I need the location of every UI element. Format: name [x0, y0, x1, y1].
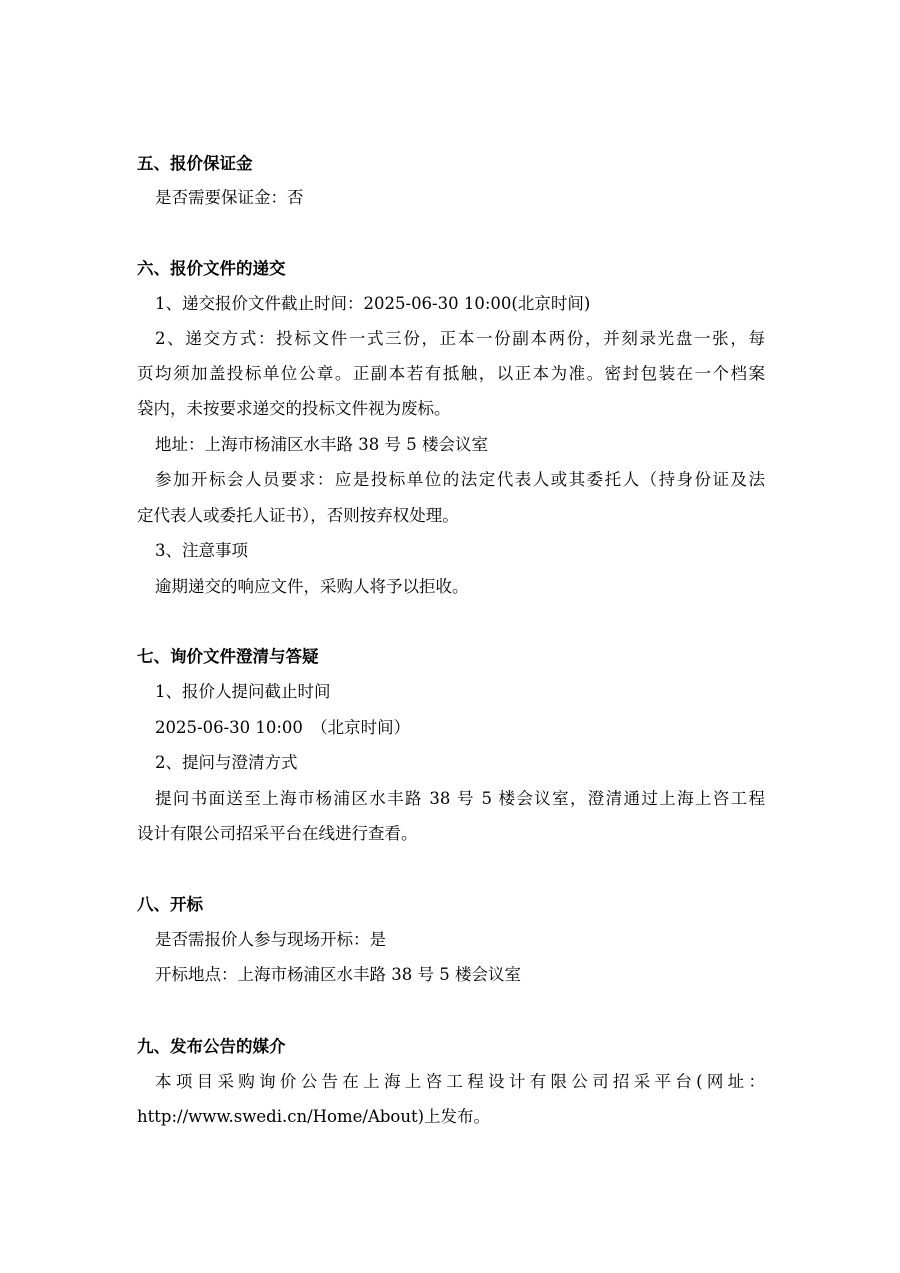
- submission-method-line-1: [137, 328, 765, 350]
- section-heading-7: 七、询价文件澄清与答疑: [137, 647, 319, 666]
- submission-method-text-1: 2、递交方式：投标文件一式三份，正本一份副本两份，并刻录光盘一张，每: [155, 329, 765, 348]
- section-heading-8: 八、开标: [137, 895, 203, 914]
- question-deadline-value-line: 2025-06-30 10:00 （北京时间）: [155, 718, 411, 737]
- clarification-method-title-line: 2、提问与澄清方式: [155, 753, 298, 772]
- submission-method-line-3: 袋内，未按要求递交的投标文件视为废标。: [137, 399, 451, 418]
- notes-title-line: 3、注意事项: [155, 541, 248, 560]
- submission-method-text-2: 页均须加盖投标单位公章。正副本若有抵触，以正本为准。密封包装在一个档案: [137, 364, 765, 383]
- attendee-requirement-line-2: 定代表人或委托人证书），否则按弃权处理。: [137, 506, 459, 525]
- section-heading-9: 九、发布公告的媒介: [137, 1037, 286, 1056]
- publication-media-line-1: [137, 1071, 765, 1093]
- clarification-method-text-1: 提问书面送至上海市杨浦区水丰路 38 号 5 楼会议室，澄清通过上海上咨工程: [155, 789, 765, 808]
- question-deadline-title-line: 1、报价人提问截止时间: [155, 682, 331, 701]
- onsite-opening-required-line: 是否需报价人参与现场开标：是: [155, 930, 386, 949]
- attendee-requirement-text-1: 参加开标会人员要求：应是投标单位的法定代表人或其委托人（持身份证及法: [155, 470, 765, 489]
- clarification-method-line-2: 设计有限公司招采平台在线进行查看。: [137, 824, 418, 843]
- section-heading-6: 六、报价文件的递交: [137, 259, 286, 278]
- address-line: 地址：上海市杨浦区水丰路 38 号 5 楼会议室: [155, 435, 488, 454]
- attendee-requirement-line-1: [137, 469, 765, 491]
- submission-method-line-2: [137, 363, 765, 385]
- publication-media-line-2: http://www.swedi.cn/Home/About)上发布。: [137, 1107, 491, 1126]
- section-heading-5: 五、报价保证金: [137, 154, 253, 173]
- publication-media-text-1: 本项目采购询价公告在上海上咨工程设计有限公司招采平台(网址：: [155, 1072, 765, 1091]
- deposit-required-line: 是否需要保证金：否: [155, 188, 304, 207]
- submission-deadline-line: 1、递交报价文件截止时间：2025-06-30 10:00(北京时间): [155, 294, 591, 313]
- late-submission-line: 逾期递交的响应文件，采购人将予以拒收。: [155, 577, 469, 596]
- opening-location-line: 开标地点：上海市杨浦区水丰路 38 号 5 楼会议室: [155, 965, 521, 984]
- clarification-method-line-1: [137, 788, 765, 810]
